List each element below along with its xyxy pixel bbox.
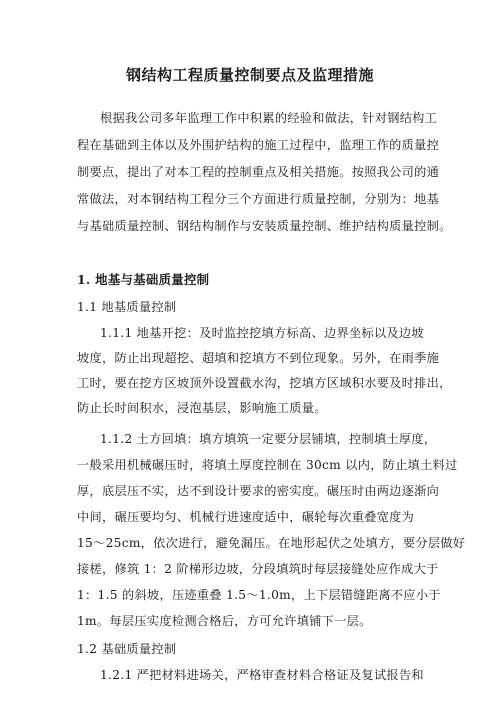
intro-line: 根据我公司多年监理工作中积累的经验和做法，针对钢结构工 [100, 111, 438, 125]
intro-line: 与基础质量控制、钢结构制作与安装质量控制、维护结构质量控制。 [77, 219, 452, 233]
subsection-heading: 1.2 基础质量控制 [77, 642, 177, 656]
paragraph-line: 厚，底层压不实，达不到设计要求的密实度。碾压时由两边逐渐向 [77, 484, 440, 498]
paragraph-line: 一般采用机械碾压时，将填土厚度控制在 30cm 以内，防止填土料过 [77, 458, 458, 472]
paragraph-line: 接槎，修筑 1：2 阶梯形边坡，分段填筑时每层接缝处应作成大于 [77, 562, 439, 576]
paragraph-line: 1.1.1 地基开挖：及时监控挖填方标高、边界坐标以及边坡 [100, 326, 424, 340]
paragraph-line: 坡度，防止出现超挖、超填和挖填方不到位现象。另外，在雨季施 [77, 351, 440, 365]
paragraph-line: 1.2.1 严把材料进场关，严格审查材料合格证及复试报告和 [100, 668, 424, 682]
intro-line: 常做法，对本钢结构工程分三个方面进行质量控制，分别为：地基 [77, 192, 440, 206]
paragraph-line: 工时，要在挖方区坡顶外设置截水沟，挖填方区域积水要及时排出， [77, 376, 452, 390]
paragraph-line: 防止长时间积水，浸泡基层，影响施工质量。 [77, 401, 327, 415]
paragraph-line: 1.1.2 土方回填：填方填筑一定要分层铺填，控制填土厚度， [100, 432, 437, 446]
subsection-heading: 1.1 地基质量控制 [77, 300, 177, 314]
paragraph-line: 15～25cm，依次进行，避免漏压。在地形起伏之处填方，要分层做好 [77, 536, 466, 550]
paragraph-line: 1m。每层压实度检测合格后，方可允许填铺下一层。 [77, 614, 372, 628]
document-title: 钢结构工程质量控制要点及监理措施 [125, 66, 374, 84]
paragraph-line: 1：1.5 的斜坡，压迹重叠 1.5～1.0m，上下层错缝距离不应小于 [77, 588, 441, 602]
intro-line: 制要点，提出了对本工程的控制重点及相关措施。按照我公司的通 [77, 165, 440, 179]
section-heading: 1. 地基与基础质量控制 [77, 272, 210, 287]
intro-line: 程在基础到主体以及外围护结构的施工过程中，监理工作的质量控 [77, 138, 440, 152]
paragraph-line: 中间，碾压要均匀、机械行进速度适中，碾轮每次重叠宽度为 [77, 510, 415, 524]
